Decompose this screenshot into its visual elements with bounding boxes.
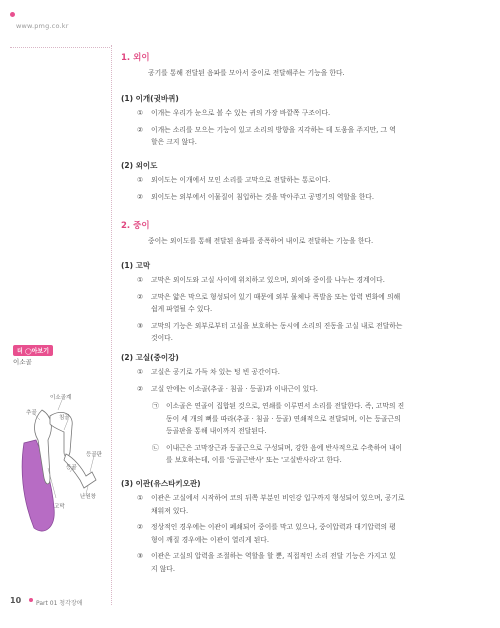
list-item: ① 이관은 고실에서 시작하여 코의 뒤쪽 부분인 비인강 입구까지 형성되어 있으며, 공기로 [137, 494, 405, 502]
list-item: ② 정상적인 경우에는 이관이 폐쇄되어 중이를 막고 있으나, 중이압력과 대기압력의 평 [137, 523, 396, 531]
subsection-title: (3) 이관(유스타키오관) [121, 479, 201, 488]
divider [10, 47, 110, 48]
list-item: ① 외이도는 이개에서 모인 소리를 고막으로 전달하는 통로이다. [137, 176, 331, 184]
list-item: ② 이개는 소리를 모으는 기능이 있고 소리의 방향을 지각하는 데 도움을 주지만, 그 역 [137, 125, 396, 134]
list-item: 를 보호하는데, 이를 '등골근반사' 또는 '고실반사라'고 한다. [166, 456, 342, 464]
footer-marker [29, 598, 33, 602]
list-item: ① 고실은 공기로 가득 차 있는 텅 빈 공간이다. [137, 368, 280, 376]
divider [111, 45, 112, 605]
paragraph: 공기를 통해 전달된 음파를 모아서 중이로 전달해주는 기능을 한다. [148, 69, 345, 77]
illustration-title: 이소골 [13, 358, 32, 366]
list-item: 쉽게 파열될 수 있다. [151, 305, 213, 313]
site-url: www.pmg.co.kr [16, 22, 69, 30]
list-item: 채워져 있다. [151, 506, 189, 515]
label-stapes: 등골 [66, 465, 77, 471]
subsection-title: (2) 외이도 [121, 161, 158, 170]
list-item: 동이 세 개의 뼈를 따라(추골 · 침골 · 등골) 연쇄적으로 전달되며, 이는 등골근의 [166, 414, 401, 423]
list-item: 것이다. [151, 334, 173, 342]
label-incus: 침골 [59, 415, 70, 421]
label-ossicles: 이소골계 [50, 395, 72, 401]
stapes-shape [64, 454, 96, 488]
list-item: ③ 이관은 고실의 압력을 조절하는 역할을 할 뿐, 직접적인 소리 전달 기능은 가지고 있 [137, 552, 396, 560]
subsection-title: (2) 고실(중이강) [121, 353, 179, 362]
label-eardrum: 고막 [54, 504, 65, 510]
label-footplate: 등골판 [86, 452, 102, 458]
look-more-badge: 더 ◯아보기 [13, 345, 53, 356]
subsection-title: (1) 이개(귓바퀴) [121, 94, 179, 103]
list-item: ① 이개는 우리가 눈으로 볼 수 있는 귀의 가장 바깥쪽 구조이다. [137, 109, 331, 117]
list-item: ㉡ 이내근은 고막장근과 등골근으로 구성되며, 강한 음에 반사적으로 수축하여 내이 [152, 443, 403, 452]
list-item: ② 고실 안에는 이소골(추골 · 침골 · 등골)과 이내근이 있다. [137, 384, 318, 393]
site-marker [10, 12, 15, 17]
part-label: Part 01 청각장애 [36, 600, 83, 607]
list-item: ② 외이도는 외부에서 이물질이 침입하는 것을 막아주고 공명기의 역할을 한다. [137, 192, 374, 201]
list-item: 형이 깨질 경우에는 이관이 열리게 된다. [151, 535, 270, 544]
list-item: ② 고막은 얇은 막으로 형성되어 있기 때문에 외부 물체나 폭발음 또는 압력 변화에 의해 [137, 292, 401, 301]
list-item: ㉠ 이소골은 연골이 집합된 것으로, 연쇄를 이루면서 소리를 전달한다. 즉, 고막의 진 [152, 402, 405, 410]
page-number: 10 [10, 596, 22, 605]
label-malleus: 추골 [26, 410, 37, 416]
list-item: ③ 고막의 기능은 외부로부터 고실을 보호하는 동시에 소리의 진동을 고실 내로 전달하는 [137, 321, 403, 330]
list-item: ① 고막은 외이도와 고실 사이에 위치하고 있으며, 외이와 중이를 나누는 경계이다. [137, 276, 385, 284]
label-oval-window: 난원창 [80, 494, 96, 500]
section-title: 1. 외이 [121, 53, 150, 63]
eardrum-shape [22, 440, 54, 531]
list-item: 등골판을 통해 내이까지 전달된다. [166, 427, 267, 435]
list-item: 지 않다. [151, 564, 176, 573]
list-item: 할은 크지 않다. [151, 138, 197, 146]
section-title: 2. 중이 [121, 221, 150, 231]
paragraph: 중이는 외이도를 통해 전달된 음파를 증폭하여 내이로 전달하는 기능을 한다. [148, 237, 374, 245]
subsection-title: (1) 고막 [121, 261, 151, 270]
